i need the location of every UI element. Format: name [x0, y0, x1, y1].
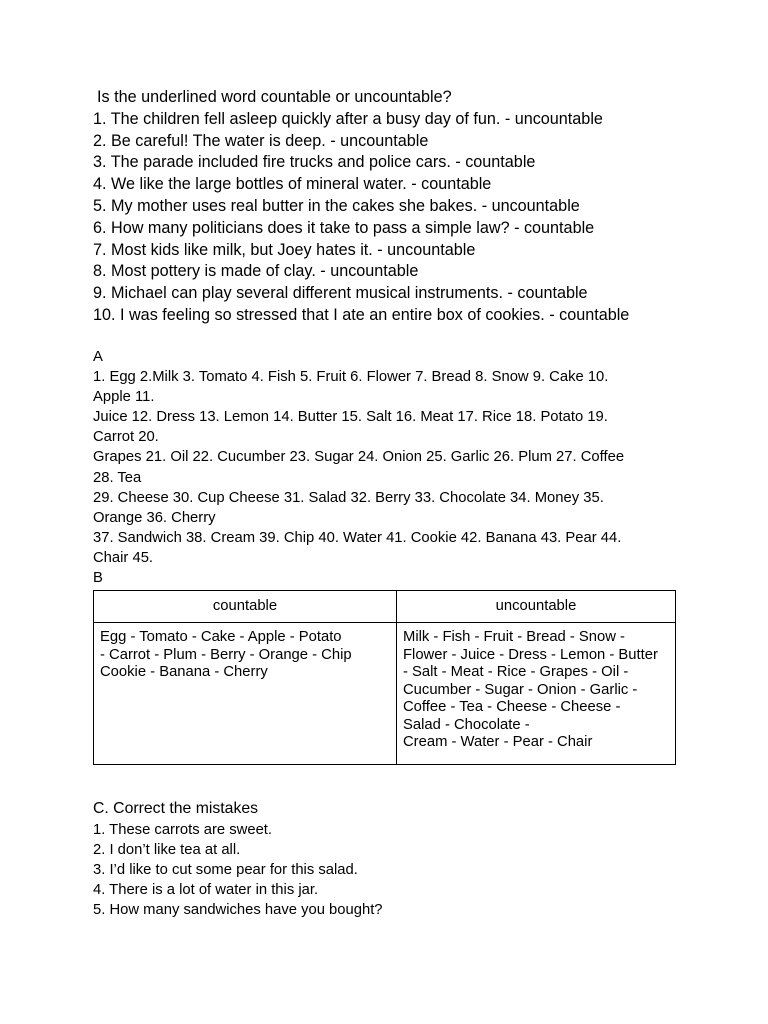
quiz-item: 4. We like the large bottles of mineral water. - countable	[93, 175, 492, 194]
quiz-item: 6. How many politicians does it take to pass a simple law? - countable	[93, 218, 595, 237]
countable-uncountable-table	[93, 590, 676, 765]
uncountable-header: uncountable	[397, 591, 676, 623]
section-c	[93, 798, 693, 920]
uncountable-line: Coffee - Tea - Cheese - Cheese -	[403, 699, 621, 715]
correction-item: 4. There is a lot of water in this jar.	[93, 882, 319, 899]
quiz-item: 3. The parade included fire trucks and police cars. - countable	[93, 153, 536, 172]
countable-line: - Carrot - Plum - Berry - Orange - Chip	[100, 646, 352, 663]
word-list-line: 1. Egg 2.Milk 3. Tomato 4. Fish 5. Fruit 6. Flower 7. Bread 8. Snow 9. Cake 10.	[93, 369, 609, 386]
uncountable-line: - Salt - Meat - Rice - Grapes - Oil -	[403, 664, 629, 680]
correction-item: 3. I’d like to cut some pear for this salad.	[93, 862, 358, 879]
word-list-line: Orange 36. Cherry	[93, 509, 216, 526]
uncountable-line: Flower - Juice - Dress - Lemon - Butter	[403, 646, 658, 663]
correction-item: 5. How many sandwiches have you bought?	[93, 902, 383, 919]
word-list-line: Grapes 21. Oil 22. Cucumber 23. Sugar 24. Onion 25. Garlic 26. Plum 27. Coffee	[93, 449, 625, 466]
uncountable-line: Cream - Water - Pear - Chair	[403, 734, 593, 750]
uncountable-line: Milk - Fish - Fruit - Bread - Snow -	[403, 629, 625, 645]
countable-cell	[94, 623, 397, 765]
quiz-item: 5. My mother uses real butter in the cakes she bakes. - uncountable	[93, 196, 580, 215]
word-list-line: Apple 11.	[93, 389, 155, 406]
correction-item: 1. These carrots are sweet.	[93, 822, 273, 838]
table-header-row	[94, 591, 676, 623]
quiz-item: 2. Be careful! The water is deep. - uncountable	[93, 131, 429, 150]
quiz-item: 7. Most kids like milk, but Joey hates it. - uncountable	[93, 240, 476, 259]
section-a-label: A	[93, 349, 103, 365]
table-row	[94, 623, 676, 765]
quiz-title: Is the underlined word countable or uncountable?	[97, 88, 452, 106]
quiz-item: 1. The children fell asleep quickly after a busy day of fun. - uncountable	[93, 109, 603, 128]
uncountable-cell	[397, 623, 676, 765]
uncountable-line: Salad - Chocolate -	[403, 716, 530, 733]
correction-item: 2. I don’t like tea at all.	[93, 842, 241, 859]
section-a	[93, 347, 693, 568]
uncountable-line: Cucumber - Sugar - Onion - Garlic -	[403, 681, 638, 698]
section-c-title: C. Correct the mistakes	[93, 800, 259, 817]
word-list-line: 29. Cheese 30. Cup Cheese 31. Salad 32. Berry 33. Chocolate 34. Money 35.	[93, 489, 604, 506]
countable-quiz-section	[93, 87, 733, 327]
quiz-item: 10. I was feeling so stressed that I ate an entire box of cookies. - countable	[93, 305, 630, 324]
countable-line: Egg - Tomato - Cake - Apple - Potato	[100, 629, 342, 645]
word-list-line: 37. Sandwich 38. Cream 39. Chip 40. Water 41. Cookie 42. Banana 43. Pear 44.	[93, 529, 622, 546]
section-b-label: B	[93, 570, 103, 586]
word-list-line: 28. Tea	[93, 469, 142, 486]
word-list-line: Chair 45.	[93, 549, 154, 566]
word-list-line: Carrot 20.	[93, 429, 159, 446]
quiz-item: 9. Michael can play several different musical instruments. - countable	[93, 284, 588, 303]
quiz-item: 8. Most pottery is made of clay. - uncountable	[93, 262, 419, 281]
countable-line: Cookie - Banana - Cherry	[100, 664, 268, 680]
word-list-line: Juice 12. Dress 13. Lemon 14. Butter 15. Salt 16. Meat 17. Rice 18. Potato 19.	[93, 409, 608, 426]
countable-header: countable	[94, 591, 397, 623]
